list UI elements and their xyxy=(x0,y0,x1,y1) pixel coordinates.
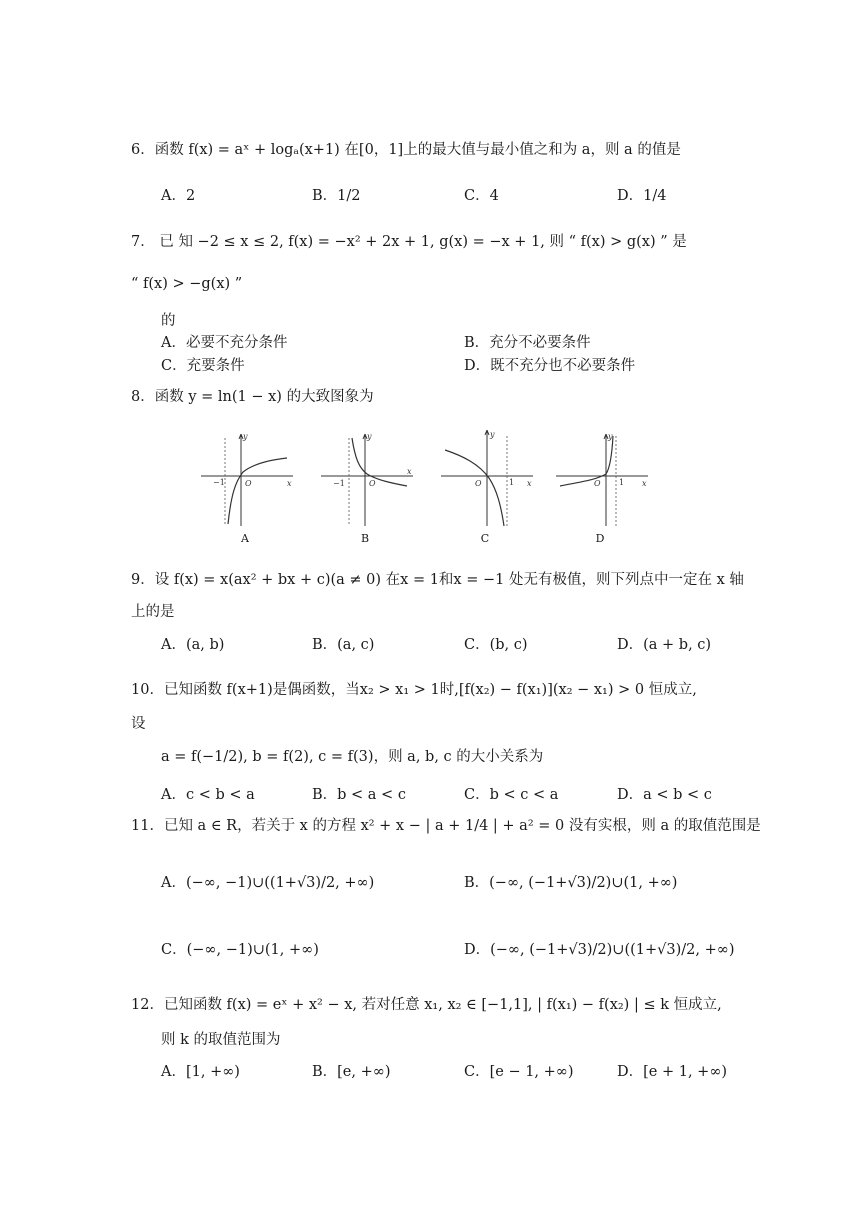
q9-option-d: D．(a + b, c) xyxy=(617,637,712,653)
graph-d-label: D xyxy=(595,532,605,545)
q6-option-d: D．1/4 xyxy=(617,188,667,204)
svg-text:O: O xyxy=(245,479,252,488)
q9-option-b: B．(a, c) xyxy=(312,637,375,653)
q6-option-c: C．4 xyxy=(464,188,499,204)
q11-option-b: B．(−∞, (−1+√3)/2)∪(1, +∞) xyxy=(464,875,678,891)
graph-a xyxy=(195,428,295,550)
svg-text:x: x xyxy=(287,479,292,488)
graph-d xyxy=(550,428,650,550)
svg-text:O: O xyxy=(594,479,601,488)
svg-text:O: O xyxy=(369,479,376,488)
svg-text:−1: −1 xyxy=(213,478,225,487)
q12-option-b: B．[e, +∞) xyxy=(312,1064,391,1080)
svg-text:y: y xyxy=(608,432,613,441)
graph-c-plot xyxy=(435,428,535,532)
q10-option-c: C．b < c < a xyxy=(464,787,559,803)
q8-stem: 8．函数 y = ln(1 − x) 的大致图象为 xyxy=(131,389,374,405)
q10-stem-line3: a = f(−1/2), b = f(2), c = f(3)，则 a, b, c 的大小关系为 xyxy=(161,749,544,765)
q11-option-d: D．(−∞, (−1+√3)/2)∪((1+√3)/2, +∞) xyxy=(464,942,735,958)
svg-text:x: x xyxy=(407,467,412,476)
svg-text:y: y xyxy=(243,432,248,441)
q7-option-b: B．充分不必要条件 xyxy=(464,335,591,351)
svg-text:O: O xyxy=(475,479,482,488)
graph-a-label: A xyxy=(241,532,249,545)
graph-c xyxy=(435,428,535,550)
q7-option-d: D．既不充分也不必要条件 xyxy=(464,358,636,374)
q7-stem-line1: 7． 已 知 −2 ≤ x ≤ 2, f(x) = −x² + 2x + 1, g(x) = −x + 1, 则 “ f(x) > g(x) ” 是 xyxy=(131,234,687,250)
q11-option-a: A．(−∞, −1)∪((1+√3)/2, +∞) xyxy=(161,875,375,891)
q10-stem-line2: 设 xyxy=(131,716,146,732)
q10-option-d: D．a < b < c xyxy=(617,787,712,803)
q6-stem: 6．函数 f(x) = aˣ + logₐ(x+1) 在[0，1]上的最大值与最小值之和为 a，则 a 的值是 xyxy=(131,142,681,158)
svg-text:x: x xyxy=(527,479,532,488)
q9-option-a: A．(a, b) xyxy=(161,637,225,653)
q10-option-a: A．c < b < a xyxy=(161,787,255,803)
q9-stem-line2: 上的是 xyxy=(131,604,175,620)
graph-c-label: C xyxy=(480,532,490,545)
q7-option-a: A．必要不充分条件 xyxy=(161,335,288,351)
q11-stem: 11．已知 a ∈ R，若关于 x 的方程 x² + x − | a + 1/4 | + a² = 0 没有实根，则 a 的取值范围是 xyxy=(131,818,761,834)
q9-stem-line1: 9．设 f(x) = x(ax² + bx + c)(a ≠ 0) 在x = 1和x = −1 处无有极值，则下列点中一定在 x 轴 xyxy=(131,572,744,588)
q12-option-d: D．[e + 1, +∞) xyxy=(617,1064,728,1080)
svg-text:y: y xyxy=(367,432,372,441)
q9-option-c: C．(b, c) xyxy=(464,637,528,653)
svg-text:−1: −1 xyxy=(333,479,345,488)
q10-option-b: B．b < a < c xyxy=(312,787,406,803)
graph-a-plot xyxy=(195,428,295,532)
svg-text:1: 1 xyxy=(509,478,515,487)
q6-option-a: A．2 xyxy=(161,188,196,204)
q12-option-a: A．[1, +∞) xyxy=(161,1064,240,1080)
q10-stem-line1: 10．已知函数 f(x+1)是偶函数，当x₂ > x₁ > 1时,[f(x₂) − f(x₁)](x₂ − x₁) > 0 恒成立, xyxy=(131,682,697,698)
q12-option-c: C．[e − 1, +∞) xyxy=(464,1064,574,1080)
q8-graphs xyxy=(195,428,647,550)
q7-stem-line2: “ f(x) > −g(x) ” xyxy=(131,276,243,292)
graph-b xyxy=(315,428,415,550)
q7-option-c: C．充要条件 xyxy=(161,358,245,374)
svg-text:x: x xyxy=(642,479,647,488)
graph-d-plot xyxy=(550,428,650,532)
graph-b-plot xyxy=(315,428,415,532)
svg-text:1: 1 xyxy=(619,478,625,487)
q11-option-c: C．(−∞, −1)∪(1, +∞) xyxy=(161,942,319,958)
q12-stem-line1: 12．已知函数 f(x) = eˣ + x² − x, 若对任意 x₁, x₂ ∈ [−1,1], | f(x₁) − f(x₂) | ≤ k 恒成立, xyxy=(131,997,722,1013)
q7-stem-line3: 的 xyxy=(161,313,176,329)
svg-text:y: y xyxy=(490,430,495,439)
graph-b-label: B xyxy=(360,532,370,545)
q6-option-b: B．1/2 xyxy=(312,188,361,204)
q12-stem-line2: 则 k 的取值范围为 xyxy=(161,1032,281,1048)
